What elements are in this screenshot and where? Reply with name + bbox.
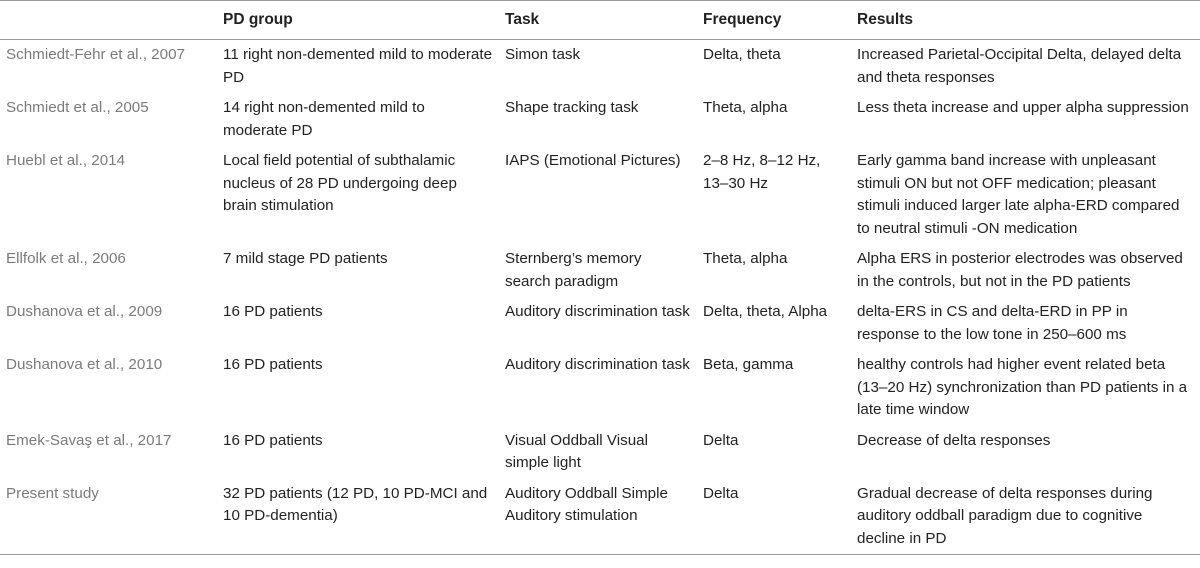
header-results: Results <box>857 11 913 28</box>
cell-study: Schmiedt-Fehr et al., 2007 <box>6 46 185 63</box>
cell-pd-group: 14 right non-demented mild to moderate PD <box>223 99 425 139</box>
header-task: Task <box>505 11 540 28</box>
cell-task: IAPS (Emotional Pictures) <box>505 152 681 169</box>
table-row <box>0 93 1200 146</box>
cell-results: Less theta increase and upper alpha suppression <box>857 99 1189 116</box>
cell-results: Alpha ERS in posterior electrodes was observed in the controls, but not in the PD patients <box>857 250 1183 290</box>
cell-task: Simon task <box>505 46 581 63</box>
cell-task: Visual Oddball Visual simple light <box>505 431 648 471</box>
cell-task: Auditory Oddball Simple Auditory stimulation <box>505 484 668 524</box>
cell-frequency: Beta, gamma <box>703 356 794 373</box>
header-pd-group: PD group <box>223 11 293 28</box>
cell-task: Auditory discrimination task <box>505 356 690 373</box>
cell-frequency: Delta <box>703 431 739 449</box>
table-row <box>0 426 1200 479</box>
cell-task: Auditory discrimination task <box>505 303 690 320</box>
cell-pd-group: 16 PD patients <box>223 356 323 373</box>
table-row <box>0 244 1200 297</box>
cell-pd-group: Local field potential of subthalamic nucleus of 28 PD undergoing deep brain stimulation <box>223 152 457 214</box>
cell-task: Shape tracking task <box>505 99 639 116</box>
cell-frequency: Delta <box>703 484 739 502</box>
header-study <box>0 1 217 40</box>
cell-study: Ellfolk et al., 2006 <box>6 250 126 267</box>
cell-study: Dushanova et al., 2009 <box>6 303 163 320</box>
cell-pd-group: 16 PD patients <box>223 303 323 320</box>
cell-frequency: Theta, alpha <box>703 99 788 116</box>
cell-frequency: Theta, alpha <box>703 250 788 267</box>
cell-pd-group: 32 PD patients (12 PD, 10 PD-MCI and 10 PD-dementia) <box>223 484 488 524</box>
cell-results: Gradual decrease of delta responses during auditory oddball paradigm due to cognitive decline in PD <box>857 484 1153 547</box>
cell-pd-group: 11 right non-demented mild to moderate PD <box>223 46 493 86</box>
cell-task: Sternberg’s memory search paradigm <box>505 250 642 290</box>
table-row <box>0 146 1200 244</box>
header-row <box>0 1 1200 40</box>
cell-study: Present study <box>6 484 99 502</box>
cell-study: Huebl et al., 2014 <box>6 152 126 169</box>
cell-frequency: Delta, theta, Alpha <box>703 303 828 320</box>
cell-pd-group: 16 PD patients <box>223 431 323 449</box>
header-frequency: Frequency <box>703 11 782 28</box>
cell-results: Increased Parietal-Occipital Delta, delayed delta and theta responses <box>857 46 1182 86</box>
cell-frequency: 2–8 Hz, 8–12 Hz, 13–30 Hz <box>703 152 821 192</box>
cell-results: Decrease of delta responses <box>857 431 1051 449</box>
table-row <box>0 40 1200 94</box>
cell-study: Schmiedt et al., 2005 <box>6 99 149 116</box>
cell-results: delta-ERS in CS and delta-ERD in PP in response to the low tone in 250–600 ms <box>857 303 1128 343</box>
cell-pd-group: 7 mild stage PD patients <box>223 250 388 267</box>
cell-results: healthy controls had higher event related beta (13–20 Hz) synchronization than PD patients in a late time window <box>857 356 1188 418</box>
cell-frequency: Delta, theta <box>703 46 781 63</box>
cell-study: Emek-Savaş et al., 2017 <box>6 431 172 449</box>
table-row <box>0 479 1200 555</box>
table-row <box>0 297 1200 350</box>
cell-results: Early gamma band increase with unpleasant stimuli ON but not OFF medication; pleasant stimuli induced larger late alpha-ERD compared to neutral stimuli -ON medication <box>857 152 1180 237</box>
table-row <box>0 350 1200 426</box>
cell-study: Dushanova et al., 2010 <box>6 356 163 373</box>
